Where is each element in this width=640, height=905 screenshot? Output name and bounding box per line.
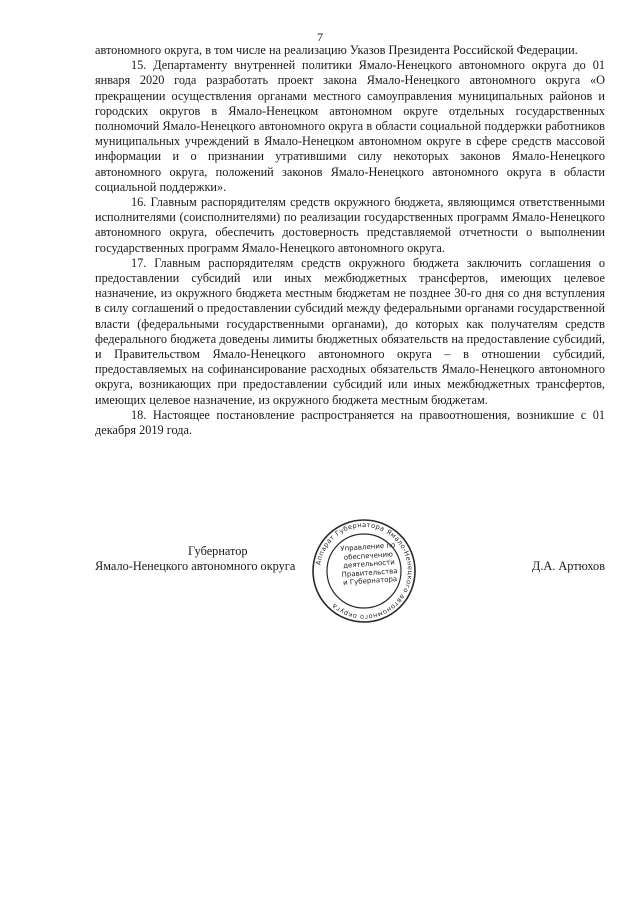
- page-number: 7: [317, 30, 323, 44]
- signatory-name: Д.А. Артюхов: [531, 559, 605, 573]
- stamp-outer-text: Аппарат Губернатора Ямало-Ненецкого автономного округа: [314, 520, 415, 622]
- stamp-inner-text: Управление по обеспечению деятельности Правительства и Губернатора: [340, 541, 398, 588]
- paragraph-16: 16. Главным распорядителям средств окружного бюджета, являющимся ответственными исполнителями (соисполнителями) по реализации государственных программ Ямало-Ненецкого автономного округа, обеспечить достоверность представляемой отчетности о выполнении государственных программ Ямало-Ненецкого автономного округа.: [95, 195, 605, 255]
- document-body: [95, 43, 605, 438]
- paragraph-18: 18. Настоящее постановление распространяется на правоотношения, возникшие с 01 декабря 2019 года.: [95, 407, 605, 438]
- signature-title-line1: Губернатор: [188, 544, 248, 558]
- signature-title-line2: Ямало-Ненецкого автономного округа: [95, 559, 296, 574]
- paragraph-15: 15. Департаменту внутренней политики Ямало-Ненецкого автономного округа до 01 января 2020 года разработать проект закона Ямало-Ненецкого автономного округа «О прекращении осуществления органами местного самоуправления муниципальных районов и городских округов в Ямало-Ненецком автономном округе отдельных государственных полномочий Ямало-Ненецкого автономного округа в области социальной поддержки работников муниципальных учреждений в Ямало-Ненецком автономном округе в сфере средств массовой информации и о признании утратившими силу некоторых законов Ямало-Ненецкого автономного округа, положений законов Ямало-Ненецкого автономного округа в области социальной поддержки».: [95, 58, 605, 194]
- paragraph-17: 17. Главным распорядителям средств окружного бюджета заключить соглашения о предоставлении субсидий или иных межбюджетных трансфертов, имеющих целевое назначение, из окружного бюджета местным бюджетам не позднее 30-го дня со дня вступления в силу соглашений о предоставлении субсидий между федеральными органами государственной власти (федеральными государственными органами), до которых как получателям средств федерального бюджета доведены лимиты бюджетных обязательств на предоставление субсидий, и Правительством Ямало-Ненецкого автономного округа – в отношении субсидий, предоставляемых на софинансирование расходных обязательств Ямало-Ненецкого автономного округа, возникающих при предоставлении субсидий или иных межбюджетных трансфертов, имеющих целевое назначение, из окружного бюджета местным бюджетам.: [95, 255, 605, 407]
- paragraph-continuation: автономного округа, в том числе на реализацию Указов Президента Российской Федерации.: [95, 43, 578, 57]
